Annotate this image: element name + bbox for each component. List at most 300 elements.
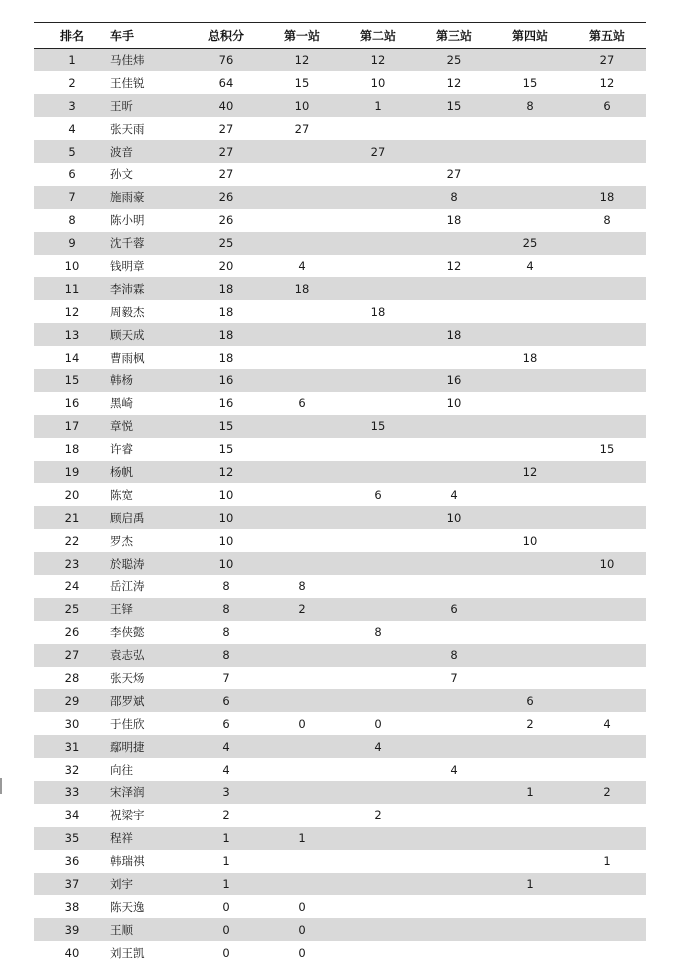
stage-4-cell: 8: [492, 94, 568, 117]
stage-4-cell: [492, 392, 568, 415]
stage-5-cell: 15: [568, 438, 646, 461]
stage-2-cell: [340, 529, 416, 552]
stage-4-cell: [492, 117, 568, 140]
rank-cell: 39: [34, 918, 110, 941]
rank-cell: 8: [34, 209, 110, 232]
table-row: [34, 667, 646, 690]
stage-2-cell: 6: [340, 483, 416, 506]
stage-4-cell: [492, 621, 568, 644]
stage-2-cell: [340, 689, 416, 712]
total-points-cell: 27: [188, 117, 264, 140]
driver-name-cell: 杨帆: [110, 461, 188, 484]
total-points-cell: 18: [188, 346, 264, 369]
stage-4-cell: [492, 804, 568, 827]
stage-3-cell: 16: [416, 369, 492, 392]
driver-name-cell: 岳江涛: [110, 575, 188, 598]
table-row: [34, 712, 646, 735]
stage-3-cell: 12: [416, 255, 492, 278]
rank-cell: 26: [34, 621, 110, 644]
total-points-cell: 26: [188, 186, 264, 209]
stage-3-cell: [416, 804, 492, 827]
stage-4-cell: [492, 552, 568, 575]
driver-name-cell: 张天炀: [110, 667, 188, 690]
stage-4-cell: 4: [492, 255, 568, 278]
stage-3-cell: [416, 438, 492, 461]
stage-5-cell: [568, 277, 646, 300]
stage-4-cell: [492, 850, 568, 873]
total-points-cell: 2: [188, 804, 264, 827]
stage-5-cell: [568, 346, 646, 369]
stage-4-cell: 6: [492, 689, 568, 712]
stage-1-cell: 0: [264, 712, 340, 735]
rank-cell: 12: [34, 300, 110, 323]
stage-2-cell: [340, 941, 416, 964]
stage-3-cell: [416, 827, 492, 850]
rank-cell: 17: [34, 415, 110, 438]
stage-3-cell: [416, 873, 492, 896]
driver-name-cell: 顾启禹: [110, 506, 188, 529]
stage-1-cell: [264, 140, 340, 163]
driver-name-cell: 袁志弘: [110, 644, 188, 667]
driver-name-cell: 於聪涛: [110, 552, 188, 575]
rank-cell: 20: [34, 483, 110, 506]
stage-5-cell: [568, 827, 646, 850]
header-stage-1: 第一站: [264, 23, 340, 49]
table-row: [34, 461, 646, 484]
table-row: [34, 735, 646, 758]
stage-3-cell: [416, 117, 492, 140]
rank-cell: 2: [34, 71, 110, 94]
stage-5-cell: [568, 598, 646, 621]
stage-2-cell: [340, 758, 416, 781]
stage-3-cell: 18: [416, 323, 492, 346]
stage-2-cell: [340, 918, 416, 941]
stage-2-cell: 15: [340, 415, 416, 438]
stage-1-cell: [264, 163, 340, 186]
stage-4-cell: [492, 369, 568, 392]
stage-2-cell: 4: [340, 735, 416, 758]
total-points-cell: 7: [188, 667, 264, 690]
stage-5-cell: 18: [568, 186, 646, 209]
stage-2-cell: 27: [340, 140, 416, 163]
total-points-cell: 16: [188, 392, 264, 415]
stage-3-cell: 12: [416, 71, 492, 94]
stage-5-cell: 10: [568, 552, 646, 575]
stage-1-cell: [264, 369, 340, 392]
total-points-cell: 0: [188, 918, 264, 941]
stage-5-cell: [568, 323, 646, 346]
driver-name-cell: 向往: [110, 758, 188, 781]
driver-name-cell: 孙文: [110, 163, 188, 186]
rank-cell: 36: [34, 850, 110, 873]
stage-2-cell: [340, 575, 416, 598]
stage-3-cell: [416, 918, 492, 941]
total-points-cell: 8: [188, 621, 264, 644]
stage-5-cell: [568, 483, 646, 506]
stage-3-cell: 18: [416, 209, 492, 232]
stage-2-cell: [340, 163, 416, 186]
driver-name-cell: 王顺: [110, 918, 188, 941]
stage-3-cell: 25: [416, 49, 492, 72]
stage-1-cell: [264, 438, 340, 461]
rank-cell: 7: [34, 186, 110, 209]
stage-1-cell: 10: [264, 94, 340, 117]
rank-cell: 37: [34, 873, 110, 896]
total-points-cell: 76: [188, 49, 264, 72]
stage-5-cell: [568, 369, 646, 392]
rank-cell: 15: [34, 369, 110, 392]
stage-1-cell: [264, 758, 340, 781]
driver-name-cell: 李沛霖: [110, 277, 188, 300]
driver-name-cell: 钱明章: [110, 255, 188, 278]
stage-5-cell: [568, 163, 646, 186]
stage-1-cell: [264, 781, 340, 804]
stage-5-cell: [568, 758, 646, 781]
driver-name-cell: 罗杰: [110, 529, 188, 552]
stage-5-cell: [568, 873, 646, 896]
rank-cell: 22: [34, 529, 110, 552]
stage-2-cell: [340, 392, 416, 415]
table-row: [34, 71, 646, 94]
table-row: [34, 232, 646, 255]
header-driver: 车手: [110, 23, 188, 49]
rank-cell: 28: [34, 667, 110, 690]
stage-4-cell: [492, 506, 568, 529]
stage-5-cell: [568, 461, 646, 484]
stage-3-cell: [416, 575, 492, 598]
stage-2-cell: 10: [340, 71, 416, 94]
stage-5-cell: 4: [568, 712, 646, 735]
total-points-cell: 0: [188, 941, 264, 964]
stage-2-cell: [340, 827, 416, 850]
stage-3-cell: [416, 140, 492, 163]
total-points-cell: 1: [188, 873, 264, 896]
stage-3-cell: [416, 461, 492, 484]
stage-1-cell: [264, 735, 340, 758]
total-points-cell: 12: [188, 461, 264, 484]
stage-2-cell: [340, 323, 416, 346]
stage-4-cell: [492, 667, 568, 690]
stage-1-cell: 4: [264, 255, 340, 278]
stage-1-cell: [264, 621, 340, 644]
stage-4-cell: [492, 483, 568, 506]
stage-3-cell: [416, 735, 492, 758]
driver-name-cell: 王昕: [110, 94, 188, 117]
total-points-cell: 8: [188, 575, 264, 598]
stage-4-cell: [492, 895, 568, 918]
table-row: [34, 644, 646, 667]
table-row: [34, 415, 646, 438]
stage-5-cell: [568, 300, 646, 323]
table-row: [34, 506, 646, 529]
table-header: [34, 23, 646, 49]
stage-2-cell: [340, 277, 416, 300]
stage-3-cell: [416, 689, 492, 712]
stage-1-cell: 1: [264, 827, 340, 850]
stage-3-cell: [416, 712, 492, 735]
stage-1-cell: [264, 300, 340, 323]
table-row: [34, 850, 646, 873]
rank-cell: 34: [34, 804, 110, 827]
stage-3-cell: 8: [416, 644, 492, 667]
stage-1-cell: 12: [264, 49, 340, 72]
stage-2-cell: 18: [340, 300, 416, 323]
stage-3-cell: [416, 232, 492, 255]
stage-5-cell: [568, 415, 646, 438]
header-stage-4: 第四站: [492, 23, 568, 49]
stage-1-cell: [264, 461, 340, 484]
stage-1-cell: 0: [264, 918, 340, 941]
stage-2-cell: 2: [340, 804, 416, 827]
stage-1-cell: [264, 667, 340, 690]
stage-2-cell: [340, 117, 416, 140]
stage-3-cell: 7: [416, 667, 492, 690]
table-row: [34, 346, 646, 369]
stage-2-cell: [340, 667, 416, 690]
stage-3-cell: 6: [416, 598, 492, 621]
rank-cell: 13: [34, 323, 110, 346]
stage-5-cell: 2: [568, 781, 646, 804]
stage-4-cell: [492, 209, 568, 232]
rank-cell: 40: [34, 941, 110, 964]
stage-5-cell: [568, 689, 646, 712]
stage-5-cell: [568, 255, 646, 278]
driver-name-cell: 王铎: [110, 598, 188, 621]
stage-3-cell: [416, 277, 492, 300]
stage-4-cell: [492, 575, 568, 598]
total-points-cell: 1: [188, 827, 264, 850]
stage-2-cell: [340, 186, 416, 209]
total-points-cell: 1: [188, 850, 264, 873]
rank-cell: 16: [34, 392, 110, 415]
stage-4-cell: 1: [492, 873, 568, 896]
stage-4-cell: [492, 186, 568, 209]
table-row: [34, 438, 646, 461]
table-row: [34, 369, 646, 392]
total-points-cell: 40: [188, 94, 264, 117]
total-points-cell: 10: [188, 552, 264, 575]
stage-1-cell: [264, 506, 340, 529]
stage-1-cell: 8: [264, 575, 340, 598]
stage-4-cell: [492, 438, 568, 461]
total-points-cell: 8: [188, 644, 264, 667]
rank-cell: 27: [34, 644, 110, 667]
total-points-cell: 64: [188, 71, 264, 94]
driver-name-cell: 波音: [110, 140, 188, 163]
stage-2-cell: [340, 895, 416, 918]
stage-5-cell: [568, 117, 646, 140]
total-points-cell: 18: [188, 323, 264, 346]
rank-cell: 35: [34, 827, 110, 850]
header-rank: 排名: [34, 23, 110, 49]
stage-2-cell: [340, 232, 416, 255]
stage-2-cell: [340, 781, 416, 804]
stage-4-cell: [492, 415, 568, 438]
table-row: [34, 873, 646, 896]
table-row: [34, 209, 646, 232]
driver-name-cell: 刘王凯: [110, 941, 188, 964]
stage-4-cell: [492, 300, 568, 323]
stage-5-cell: [568, 941, 646, 964]
driver-name-cell: 程祥: [110, 827, 188, 850]
standings-table-container: [34, 22, 646, 964]
stage-4-cell: 25: [492, 232, 568, 255]
stage-1-cell: 2: [264, 598, 340, 621]
stage-1-cell: [264, 689, 340, 712]
table-row: [34, 186, 646, 209]
driver-name-cell: 陈小明: [110, 209, 188, 232]
stage-4-cell: [492, 323, 568, 346]
stage-2-cell: [340, 461, 416, 484]
stage-4-cell: [492, 49, 568, 72]
rank-cell: 38: [34, 895, 110, 918]
rank-cell: 10: [34, 255, 110, 278]
stage-3-cell: 4: [416, 483, 492, 506]
total-points-cell: 18: [188, 277, 264, 300]
total-points-cell: 10: [188, 506, 264, 529]
stage-3-cell: [416, 895, 492, 918]
stage-4-cell: 2: [492, 712, 568, 735]
table-row: [34, 392, 646, 415]
stage-2-cell: [340, 644, 416, 667]
stage-2-cell: [340, 369, 416, 392]
driver-name-cell: 曹雨枫: [110, 346, 188, 369]
header-row: [34, 23, 646, 49]
table-row: [34, 689, 646, 712]
stage-4-cell: [492, 758, 568, 781]
rank-cell: 6: [34, 163, 110, 186]
stage-5-cell: [568, 392, 646, 415]
driver-name-cell: 陈天逸: [110, 895, 188, 918]
table-row: [34, 781, 646, 804]
stage-5-cell: [568, 895, 646, 918]
table-row: [34, 598, 646, 621]
total-points-cell: 25: [188, 232, 264, 255]
stage-3-cell: 15: [416, 94, 492, 117]
stage-4-cell: [492, 277, 568, 300]
header-total-points: 总积分: [188, 23, 264, 49]
stage-3-cell: [416, 346, 492, 369]
rank-cell: 9: [34, 232, 110, 255]
driver-name-cell: 黑崎: [110, 392, 188, 415]
stage-4-cell: 18: [492, 346, 568, 369]
header-stage-2: 第二站: [340, 23, 416, 49]
stage-4-cell: [492, 140, 568, 163]
total-points-cell: 10: [188, 483, 264, 506]
stage-1-cell: [264, 873, 340, 896]
stage-1-cell: 15: [264, 71, 340, 94]
table-body: [34, 49, 646, 964]
table-row: [34, 918, 646, 941]
driver-name-cell: 刘宇: [110, 873, 188, 896]
rank-cell: 32: [34, 758, 110, 781]
stage-2-cell: [340, 209, 416, 232]
stage-5-cell: [568, 232, 646, 255]
rank-cell: 14: [34, 346, 110, 369]
stage-2-cell: [340, 873, 416, 896]
total-points-cell: 15: [188, 438, 264, 461]
stage-3-cell: [416, 941, 492, 964]
stage-4-cell: 1: [492, 781, 568, 804]
stage-2-cell: 0: [340, 712, 416, 735]
stage-5-cell: 1: [568, 850, 646, 873]
stage-1-cell: [264, 552, 340, 575]
stage-2-cell: 12: [340, 49, 416, 72]
stage-5-cell: [568, 667, 646, 690]
stage-2-cell: [340, 346, 416, 369]
total-points-cell: 4: [188, 758, 264, 781]
rank-cell: 21: [34, 506, 110, 529]
header-stage-5: 第五站: [568, 23, 646, 49]
stage-1-cell: [264, 415, 340, 438]
driver-name-cell: 顾天成: [110, 323, 188, 346]
stage-5-cell: [568, 575, 646, 598]
driver-name-cell: 宋泽润: [110, 781, 188, 804]
table-row: [34, 277, 646, 300]
stage-4-cell: [492, 598, 568, 621]
table-row: [34, 49, 646, 72]
stage-1-cell: 0: [264, 895, 340, 918]
standings-table: [34, 22, 646, 964]
table-row: [34, 575, 646, 598]
stage-2-cell: 1: [340, 94, 416, 117]
stage-5-cell: 6: [568, 94, 646, 117]
stage-5-cell: 8: [568, 209, 646, 232]
stage-5-cell: [568, 918, 646, 941]
total-points-cell: 15: [188, 415, 264, 438]
total-points-cell: 0: [188, 895, 264, 918]
stage-4-cell: [492, 644, 568, 667]
stage-1-cell: 0: [264, 941, 340, 964]
table-row: [34, 804, 646, 827]
rank-cell: 11: [34, 277, 110, 300]
rank-cell: 23: [34, 552, 110, 575]
stage-2-cell: [340, 255, 416, 278]
stage-1-cell: [264, 804, 340, 827]
stage-3-cell: [416, 552, 492, 575]
table-row: [34, 529, 646, 552]
stage-5-cell: 12: [568, 71, 646, 94]
stage-1-cell: [264, 323, 340, 346]
stage-3-cell: 10: [416, 506, 492, 529]
driver-name-cell: 章悦: [110, 415, 188, 438]
stage-4-cell: [492, 941, 568, 964]
stage-3-cell: [416, 300, 492, 323]
stage-5-cell: [568, 804, 646, 827]
rank-cell: 24: [34, 575, 110, 598]
stage-3-cell: [416, 621, 492, 644]
rank-cell: 18: [34, 438, 110, 461]
table-row: [34, 300, 646, 323]
rank-cell: 29: [34, 689, 110, 712]
rank-cell: 25: [34, 598, 110, 621]
stage-4-cell: 10: [492, 529, 568, 552]
rank-cell: 30: [34, 712, 110, 735]
stage-4-cell: 15: [492, 71, 568, 94]
stage-4-cell: [492, 827, 568, 850]
total-points-cell: 6: [188, 712, 264, 735]
driver-name-cell: 王佳锐: [110, 71, 188, 94]
margin-mark: [0, 778, 2, 794]
total-points-cell: 6: [188, 689, 264, 712]
table-row: [34, 827, 646, 850]
rank-cell: 5: [34, 140, 110, 163]
stage-1-cell: [264, 346, 340, 369]
rank-cell: 31: [34, 735, 110, 758]
stage-1-cell: [264, 186, 340, 209]
stage-3-cell: [416, 781, 492, 804]
stage-3-cell: 8: [416, 186, 492, 209]
